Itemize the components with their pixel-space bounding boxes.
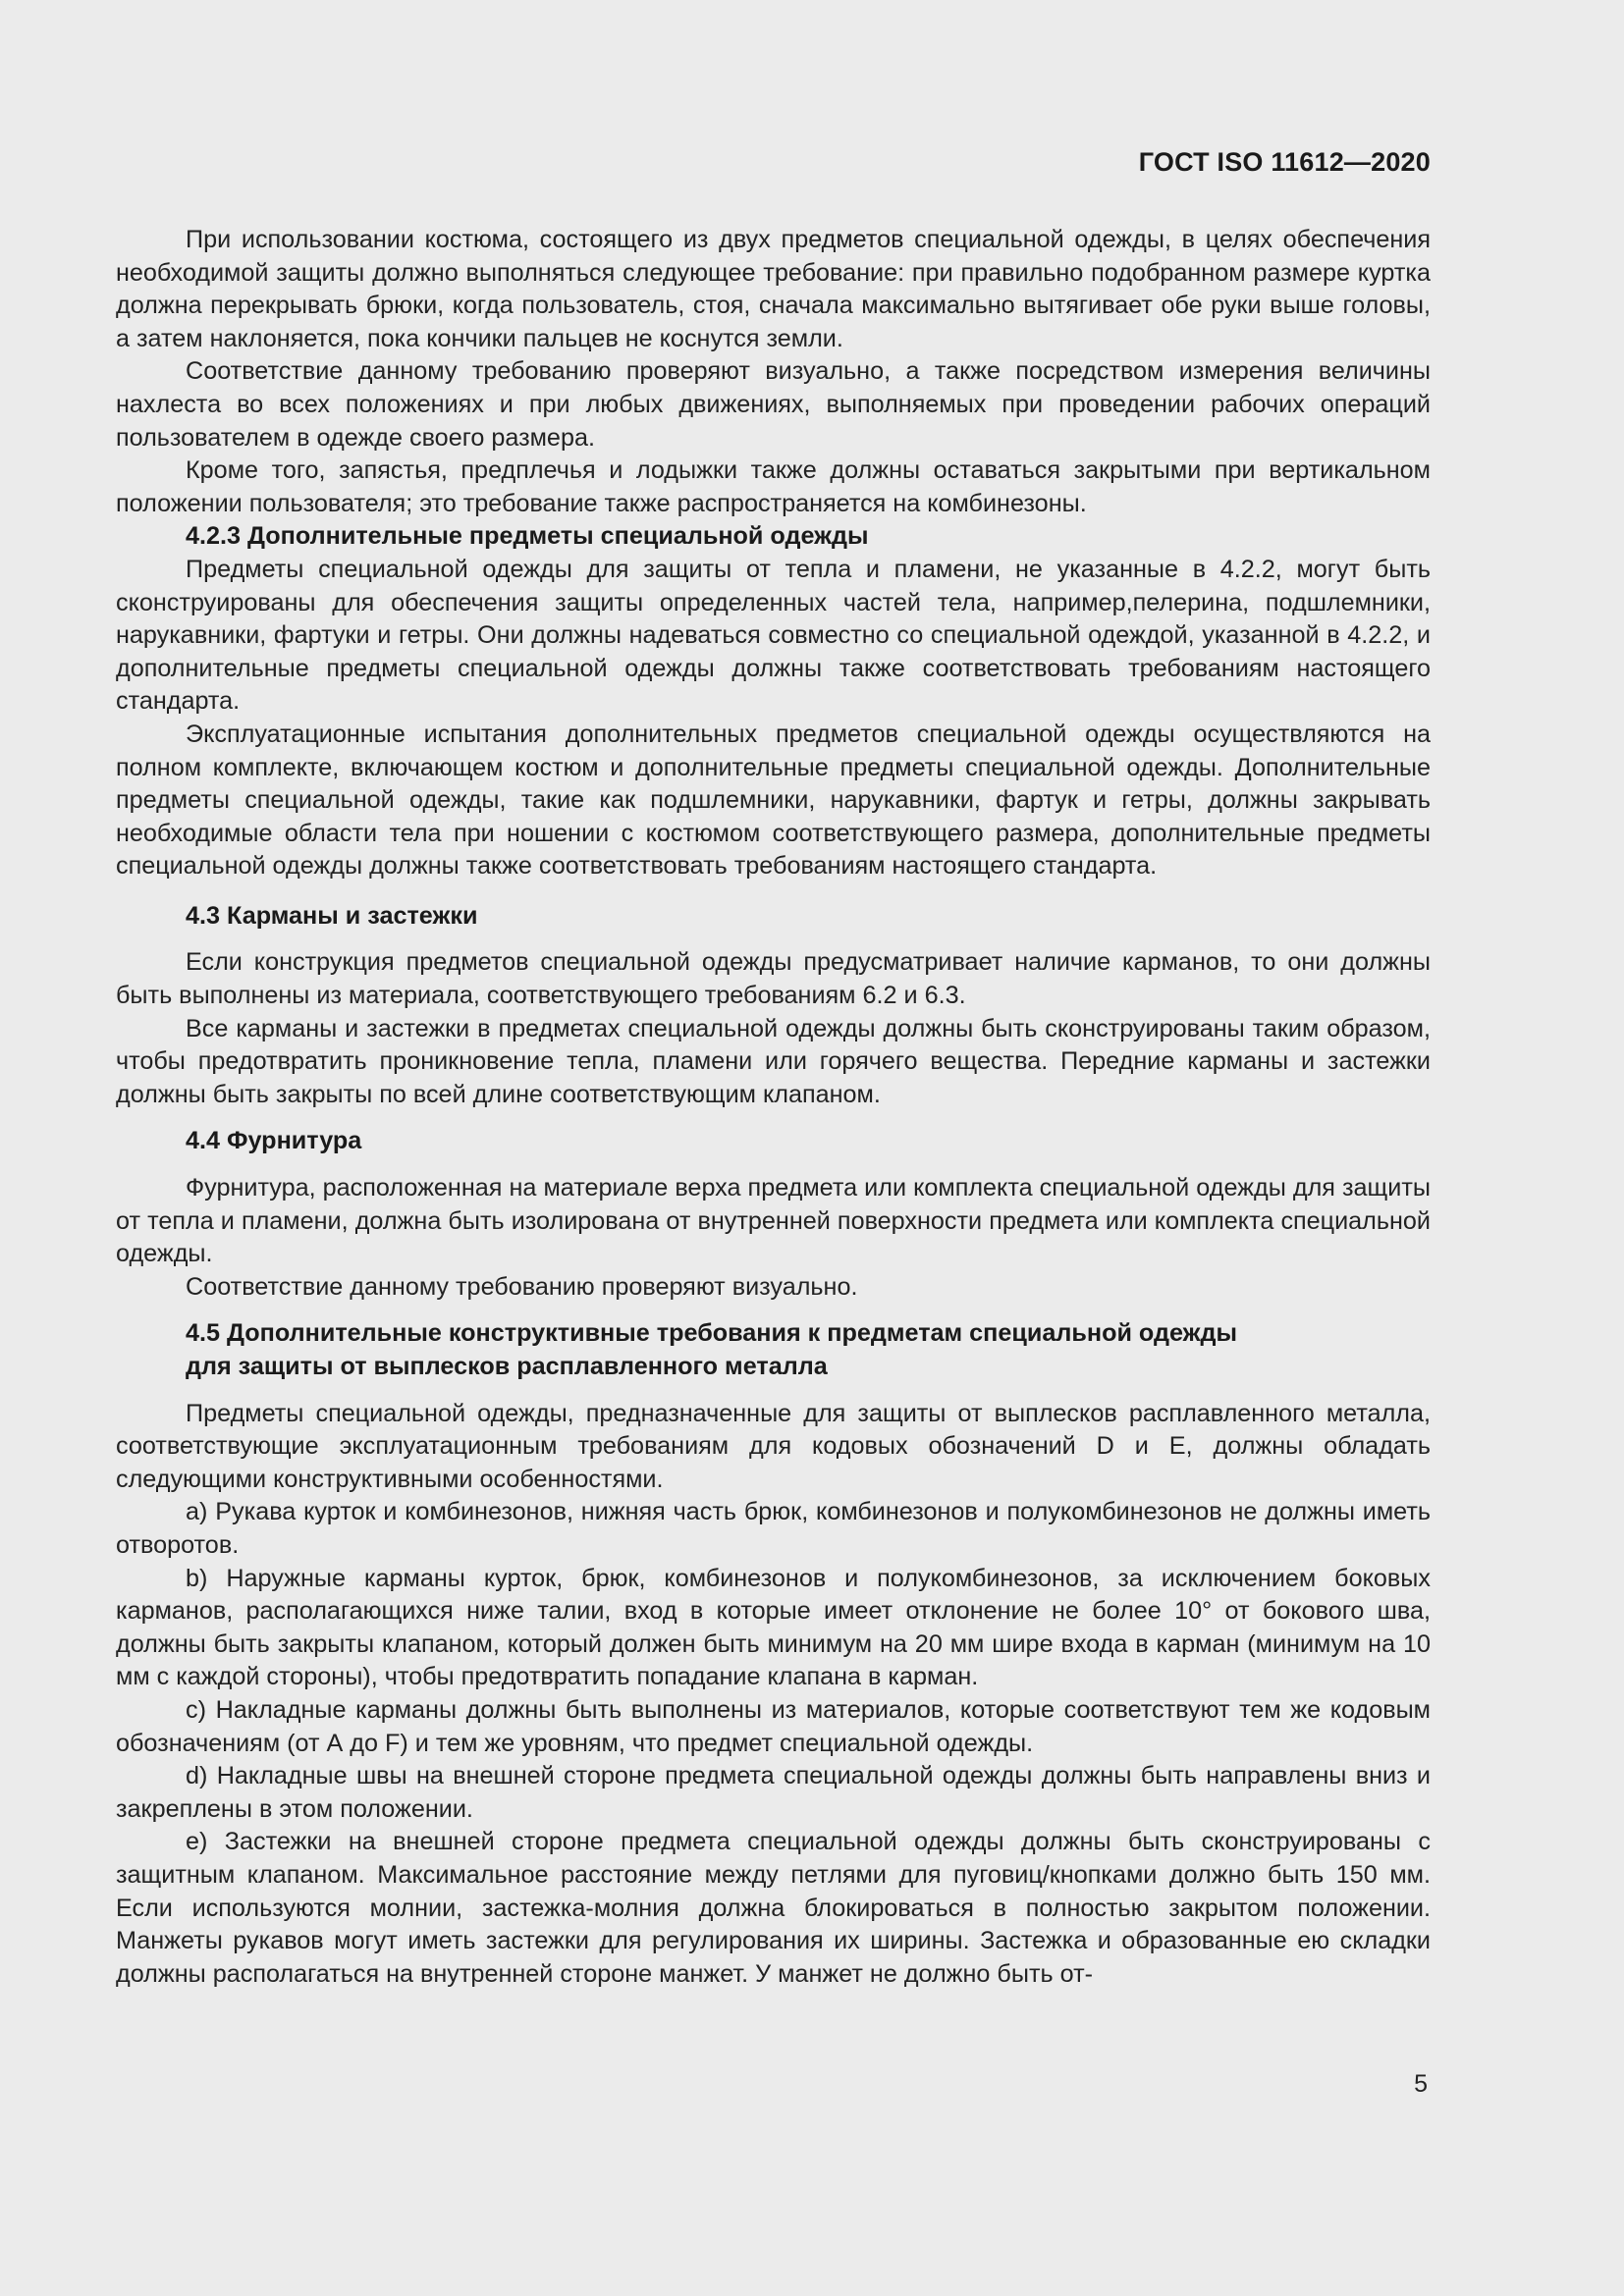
paragraph: Кроме того, запястья, предплечья и лодыжки также должны оставаться закрытыми при вертикальном положении пользователя; это требование также распространяется на комбинезоны.	[116, 456, 1431, 517]
list-item-d: d) Накладные швы на внешней стороне предмета специальной одежды должны быть направлены вниз и закреплены в этом положении.	[116, 1762, 1431, 1823]
section-heading-4-3: 4.3 Карманы и застежки	[186, 901, 478, 930]
paragraph: Если конструкция предметов специальной одежды предусматривает наличие карманов, то они должны быть выполнены из материала, соответствующего требованиям 6.2 и 6.3.	[116, 948, 1431, 1010]
section-heading-4-5	[116, 1317, 1431, 1383]
paragraph: Фурнитура, расположенная на материале верха предмета или комплекта специальной одежды для защиты от тепла и пламени, должна быть изолирована от внутренней поверхности предмета или комплекта специальной одежды.	[116, 1174, 1431, 1268]
document-body	[116, 224, 1431, 1991]
list-item-b: b) Наружные карманы курток, брюк, комбинезонов и полукомбинезонов, за исключением боковых карманов, располагающихся ниже талии, вход в которые имеет отклонение не более 10° от бокового шва, должны быть закрыты клапаном, который должен быть минимум на 20 мм шире входа в карман (минимум на 10 мм с каждой стороны), чтобы предотвратить попадание клапана в карман.	[116, 1564, 1431, 1691]
paragraph: Соответствие данному требованию проверяют визуально.	[186, 1272, 858, 1301]
subsection-heading-4-2-3: 4.2.3 Дополнительные предметы специальной одежды	[186, 522, 869, 551]
paragraph: При использовании костюма, состоящего из двух предметов специальной одежды, в целях обеспечения необходимой защиты должно выполняться следующее требование: при правильно подобранном размере куртка должна перекрывать брюки, когда пользователь, стоя, сначала максимально вытягивает обе руки выше головы, а затем наклоняется, пока кончики пальцев не коснутся земли.	[116, 226, 1431, 352]
page-number: 5	[1414, 2070, 1428, 2098]
paragraph: Все карманы и застежки в предметах специальной одежды должны быть сконструированы таким образом, чтобы предотвратить проникновение тепла, пламени или горячего вещества. Передние карманы и застежки должны быть закрыты по всей длине соответствующим клапаном.	[116, 1014, 1431, 1108]
paragraph: Предметы специальной одежды, предназначенные для защиты от выплесков расплавленного металла, соответствующие эксплуатационным требованиям для кодовых обозначений D и E, должны обладать следующими конструктивными особенностями.	[116, 1399, 1431, 1493]
list-item-c: c) Накладные карманы должны быть выполнены из материалов, которые соответствуют тем же кодовым обозначениям (от А до F) и тем же уровням, что предмет специальной одежды.	[116, 1695, 1431, 1757]
heading-line: для защиты от выплесков расплавленного металла	[186, 1353, 828, 1380]
list-item-a: a) Рукава курток и комбинезонов, нижняя часть брюк, комбинезонов и полукомбинезонов не должны иметь отворотов.	[116, 1498, 1431, 1559]
paragraph: Соответствие данному требованию проверяют визуально, а также посредством измерения величины нахлеста во всех положениях и при любых движениях, выполняемых при проведении рабочих операций пользователем в одежде своего размера.	[116, 357, 1431, 452]
document-code-header: ГОСТ ISO 11612—2020	[1138, 147, 1431, 177]
list-item-e: e) Застежки на внешней стороне предмета специальной одежды должны быть сконструированы с защитным клапаном. Максимальное расстояние между петлями для пуговиц/кнопками должно быть 150 мм. Если используются молнии, застежка-молния должна блокироваться в полностью закрытом положении. Манжеты рукавов могут иметь застежки для регулирования их ширины. Застежка и образованные ею складки должны располагаться на внутренней стороне манжет. У манжет не должно быть от-	[116, 1828, 1431, 1988]
section-heading-4-4: 4.4 Фурнитура	[186, 1127, 362, 1155]
paragraph: Предметы специальной одежды для защиты от тепла и пламени, не указанные в 4.2.2, могут быть сконструированы для обеспечения защиты определенных частей тела, например,пелерина, подшлемники, нарукавники, фартуки и гетры. Они должны надеваться совместно со специальной одеждой, указанной в 4.2.2, и дополнительные предметы специальной одежды должны также соответствовать требованиям настоящего стандарта.	[116, 555, 1431, 716]
heading-line: 4.5 Дополнительные конструктивные требования к предметам специальной одежды	[186, 1319, 1238, 1348]
paragraph: Эксплуатационные испытания дополнительных предметов специальной одежды осуществляются на полном комплекте, включающем костюм и дополнительные предметы специальной одежды. Дополнительные предметы специальной одежды, такие как подшлемники, нарукавники, фартук и гетры, должны закрывать необходимые области тела при ношении с костюмом соответствующего размера, дополнительные предметы специальной одежды должны также соответствовать требованиям настоящего стандарта.	[116, 720, 1431, 881]
